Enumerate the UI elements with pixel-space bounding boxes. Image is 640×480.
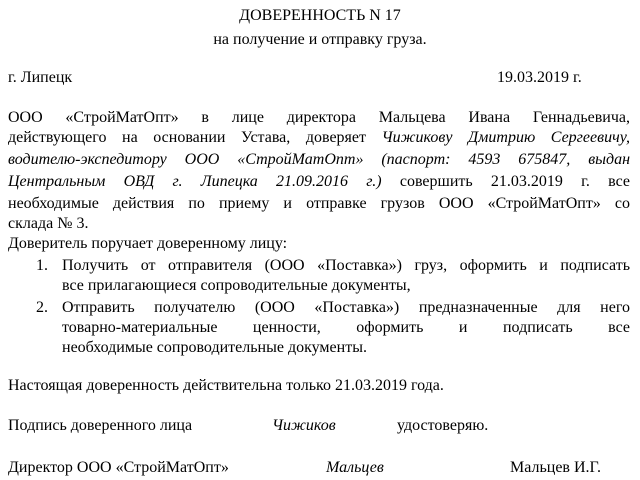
body-line-2-plain: действующего на основании Устава, доверяет bbox=[8, 129, 382, 146]
body-line-1: ООО «СтройМатОпт» в лице директора Мальцева Ивана Геннадьевича, bbox=[8, 109, 630, 126]
trustee-name: Чижикову Дмитрию Сергеевичу, bbox=[381, 129, 631, 146]
list-item-1-number: 1. bbox=[36, 257, 48, 274]
director-signature: Мальцев bbox=[326, 459, 384, 476]
validity-statement: Настоящая доверенность действительна только 21.03.2019 года. bbox=[8, 377, 444, 394]
list-item-2-number: 2. bbox=[36, 299, 48, 316]
list-item-1-line-1: Получить от отправителя (ООО «Поставка») груз, оформить и подписать bbox=[62, 257, 630, 274]
document-date: 19.03.2019 г. bbox=[497, 69, 582, 86]
body-line-6: склада № 3. bbox=[8, 215, 89, 232]
list-item-1-line-2: все прилагающиеся сопроводительные документы, bbox=[62, 277, 411, 294]
trustee-signature-label: Подпись доверенного лица bbox=[8, 417, 193, 434]
director-label: Директор ООО «СтройМатОпт» bbox=[8, 459, 229, 476]
instructions-intro: Доверитель поручает доверенному лицу: bbox=[8, 235, 288, 252]
list-item-2-line-1: Отправить получателю (ООО «Поставка») предназначенные для него bbox=[62, 299, 630, 316]
body-line-3: водителю-экспедитору ООО «СтройМатОпт» (паспорт: 4593 675847, выдан bbox=[8, 151, 630, 168]
city: г. Липецк bbox=[8, 69, 73, 86]
body-line-2 bbox=[8, 128, 630, 148]
trustee-signature: Чижиков bbox=[272, 417, 336, 434]
certify-text: удостоверяю. bbox=[397, 417, 489, 434]
document-subtitle: на получение и отправку груза. bbox=[213, 31, 427, 48]
list-item-2-line-3: необходимые сопроводительные документы. bbox=[62, 339, 367, 356]
document-title: ДОВЕРЕННОСТЬ N 17 bbox=[239, 7, 401, 24]
passport-issuer: Центральным ОВД г. Липецка 21.09.2016 г.) bbox=[8, 173, 382, 190]
body-line-4 bbox=[8, 172, 630, 192]
director-name: Мальцев И.Г. bbox=[510, 459, 601, 476]
body-line-4-plain: совершить 21.03.2019 г. все bbox=[381, 173, 631, 190]
body-line-5: необходимые действия по приему и отправке грузов ООО «СтройМатОпт» со bbox=[8, 195, 630, 212]
list-item-2-line-2: товарно-материальные ценности, оформить и подписать все bbox=[62, 319, 630, 336]
